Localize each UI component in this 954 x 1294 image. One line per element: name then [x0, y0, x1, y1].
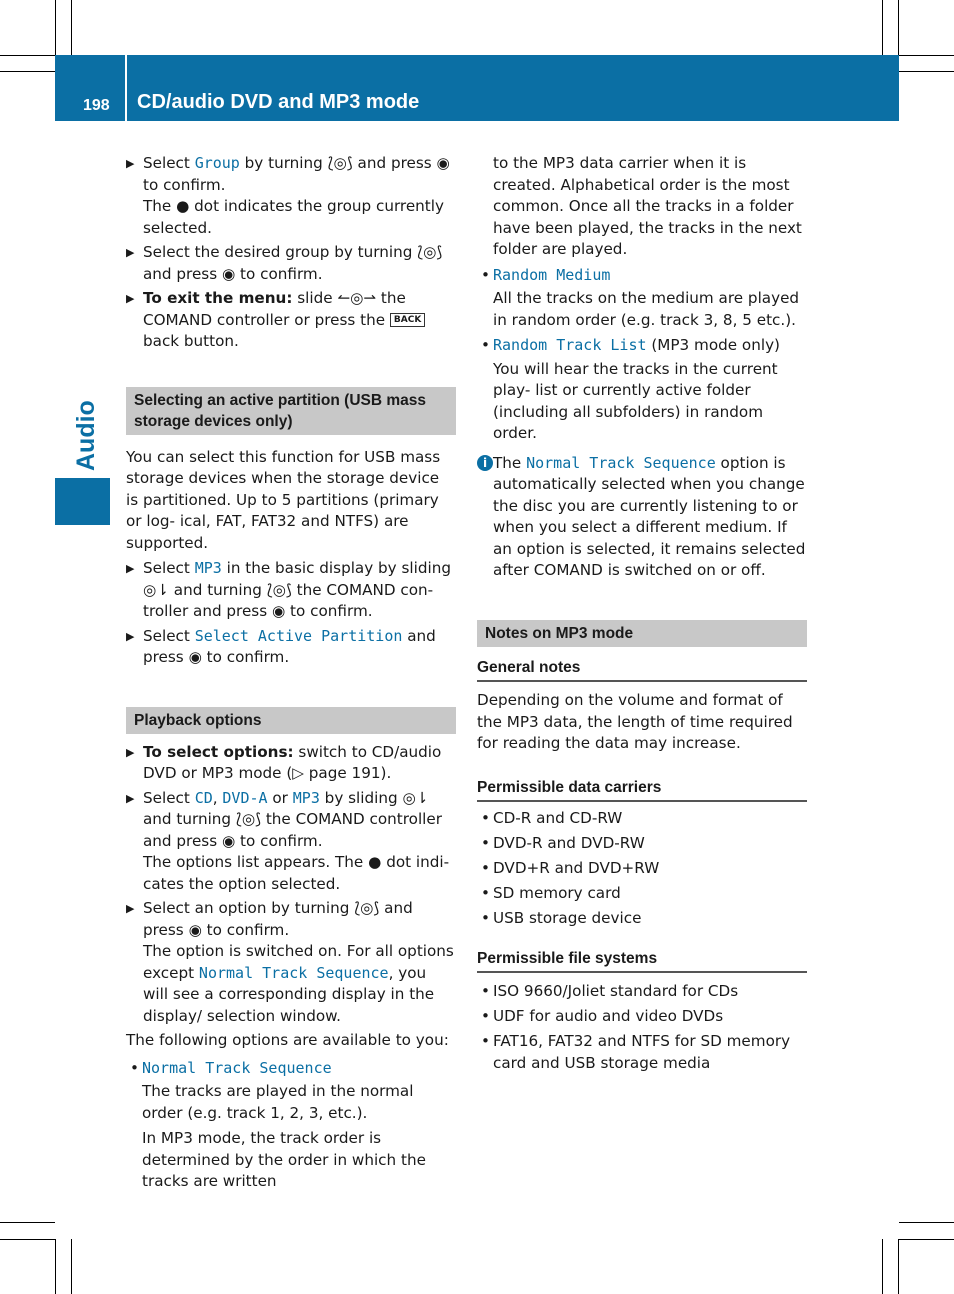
crop-mark — [0, 71, 55, 72]
list-item: • SD memory card — [477, 883, 807, 905]
turn-controller-icon: ⟅◎⟆ — [354, 899, 380, 917]
crop-mark — [899, 71, 954, 72]
subsection-heading: Permissible data carriers — [477, 777, 807, 803]
press-controller-icon: ◉ — [221, 831, 236, 850]
list-item: • UDF for audio and video DVDs — [477, 1006, 807, 1028]
page-number: 198 — [83, 97, 110, 114]
section-tab-audio: Audio — [72, 400, 100, 471]
press-controller-icon: ◉ — [188, 920, 202, 939]
slide-down-icon: ◎⇂ — [402, 788, 429, 807]
instruction-step: ▶ Select Select Active Partition and press ◉ to confirm. — [126, 626, 436, 666]
subsection-heading: General notes — [477, 657, 807, 683]
instruction-step: ▶ To exit the menu: slide ↼◎⇀ the COMAND controller or press the BACK back button. — [126, 288, 456, 353]
section-tab-marker — [55, 478, 110, 525]
header-divider — [125, 55, 127, 121]
options-intro: The following options are available to you: — [126, 1031, 449, 1049]
crop-mark — [0, 1239, 55, 1240]
carrier-list — [477, 808, 807, 930]
section-body: You can select this function for USB mass storage devices when the storage device is partitioned. Up to 5 partitions (primary or log- ical, FAT, FAT32 and NTFS) are supported. — [126, 447, 441, 552]
list-item: • DVD+R and DVD+RW — [477, 858, 807, 880]
page-title: CD/audio DVD and MP3 mode — [137, 91, 420, 113]
bullet-icon: • — [481, 265, 490, 284]
step-arrow-icon: ▶ — [126, 791, 135, 805]
list-item: • ISO 9660/Joliet standard for CDs — [477, 981, 807, 1003]
step-arrow-icon: ▶ — [126, 292, 135, 305]
step-arrow-icon: ▶ — [126, 629, 135, 643]
step-arrow-icon: ▶ — [126, 902, 135, 915]
step-arrow-icon: ▶ — [126, 562, 135, 575]
bullet-icon: • — [481, 884, 490, 902]
step-note: The options list appears. The ● dot indi- cates the option selected. — [143, 853, 450, 893]
section-heading: Playback options — [126, 707, 456, 734]
crop-mark — [899, 1239, 954, 1240]
turn-controller-icon: ⟅◎⟆ — [417, 243, 443, 261]
bullet-icon: • — [481, 336, 490, 354]
option-title: Normal Track Sequence — [142, 1058, 332, 1077]
crop-mark — [898, 0, 899, 55]
crop-mark — [0, 55, 55, 56]
instruction-step: ▶ Select an option by turning ⟅◎⟆ and press ◉ to confirm. The option is switched on. For all options except Normal Track Sequence, you will see a corresponding display in the display/ selection window. — [126, 898, 456, 1027]
crop-mark — [899, 55, 954, 56]
instruction-step: ▶ Select MP3 in the basic display by sliding ◎⇂ and turning ⟅◎⟆ the COMAND con- troller and press ◉ to confirm. — [126, 559, 451, 620]
section-body: Depending on the volume and format of the MP3 data, the length of time required for reading the data may increase. — [477, 691, 793, 752]
step-note: The option is switched on. For all options except Normal Track Sequence, you will see a corresponding display in the display/ selection window. — [143, 942, 454, 1025]
crop-mark — [71, 1239, 72, 1294]
crop-mark — [882, 1239, 883, 1294]
slide-down-icon: ◎⇂ — [143, 580, 169, 599]
page-header — [55, 55, 899, 121]
turn-controller-icon: ⟅◎⟆ — [327, 154, 353, 172]
crop-mark — [882, 0, 883, 55]
section-heading: Selecting an active partition (USB mass storage devices only) — [126, 387, 456, 435]
instruction-step: ▶ Select the desired group by turning ⟅◎⟆ and press ◉ to confirm. — [126, 243, 443, 283]
option-item: • Random Track List (MP3 mode only) You will hear the tracks in the current play- list or currently active folder (including all subfolders) in random order. — [481, 336, 780, 442]
crop-mark — [71, 0, 72, 55]
bullet-icon: • — [130, 1058, 139, 1077]
crop-mark — [899, 1222, 954, 1223]
press-controller-icon: ◉ — [271, 602, 286, 620]
bullet-icon: • — [481, 1007, 490, 1025]
step-arrow-icon: ▶ — [126, 157, 135, 170]
page-ref-icon: ▷ — [292, 764, 304, 782]
subsection-heading: Permissible file systems — [477, 948, 807, 974]
info-note: i The Normal Track Sequence option is automatically selected when you change the disc you are currently listening to or when you select a different medium. If an option is selected, it remains selected after COMAND is switched on or off. — [477, 453, 807, 582]
section-heading: Notes on MP3 mode — [477, 620, 807, 647]
option-item: • Random Medium All the tracks on the medium are played in random order (e.g. track 3, 8, 5 etc.). — [481, 265, 800, 329]
turn-controller-icon: ⟅◎⟆ — [266, 580, 292, 599]
crop-mark — [55, 0, 56, 55]
instruction-step: ▶ To select options: switch to CD/audio DVD or MP3 mode (▷ page 191). — [126, 742, 442, 782]
bullet-icon: • — [481, 1032, 490, 1050]
turn-controller-icon: ⟅◎⟆ — [235, 810, 262, 828]
step-arrow-icon: ▶ — [126, 246, 135, 259]
dot-icon: ● — [368, 853, 382, 871]
list-item: • FAT16, FAT32 and NTFS for SD memory card and USB storage media — [481, 1032, 791, 1072]
bullet-icon: • — [481, 909, 490, 927]
crop-mark — [0, 1222, 55, 1223]
bullet-icon: • — [481, 809, 490, 827]
press-controller-icon: ◉ — [188, 648, 202, 666]
option-item: • Normal Track Sequence The tracks are played in the normal order (e.g. track 1, 2, 3, etc.). In MP3 mode, the track order is determined by the order in which the tracks are written — [130, 1058, 426, 1190]
list-item: • DVD-R and DVD-RW — [477, 833, 807, 855]
info-icon: i — [477, 455, 493, 471]
press-controller-icon: ◉ — [221, 264, 236, 283]
list-item: • USB storage device — [477, 908, 807, 930]
left-column — [126, 153, 456, 1196]
step-note: The ● dot indicates the group currently selected. — [143, 197, 444, 237]
option-title: Random Track List — [493, 336, 647, 354]
step-arrow-icon: ▶ — [126, 745, 135, 759]
instruction-step: ▶ Select CD, DVD-A or MP3 by sliding ◎⇂ and turning ⟅◎⟆ the COMAND controller and press ◉ to confirm. The options list appears. The ● dot indi- cates the option selected. — [126, 788, 456, 896]
bullet-icon: • — [481, 982, 490, 1000]
option-title: Random Medium — [493, 265, 611, 284]
crop-mark — [55, 1239, 56, 1294]
crop-mark — [898, 1239, 899, 1294]
press-controller-icon: ◉ — [436, 154, 450, 172]
right-column — [477, 153, 807, 1078]
option-body-continued: to the MP3 data carrier when it is created. Alphabetical order is the most common. Once all the tracks in a folder have been played, the tracks in the next folder are played. — [493, 154, 802, 258]
slide-controller-icon: ↼◎⇀ — [337, 289, 377, 307]
bullet-icon: • — [481, 859, 490, 877]
bullet-icon: • — [481, 834, 490, 852]
list-item: • CD-R and CD-RW — [477, 808, 807, 830]
instruction-step: ▶ Select Group by turning ⟅◎⟆ and press ◉ to confirm. The ● dot indicates the group currently selected. — [126, 153, 456, 239]
back-button-icon: BACK — [390, 313, 425, 327]
filesystem-list — [477, 981, 807, 1074]
dot-icon: ● — [176, 197, 190, 215]
